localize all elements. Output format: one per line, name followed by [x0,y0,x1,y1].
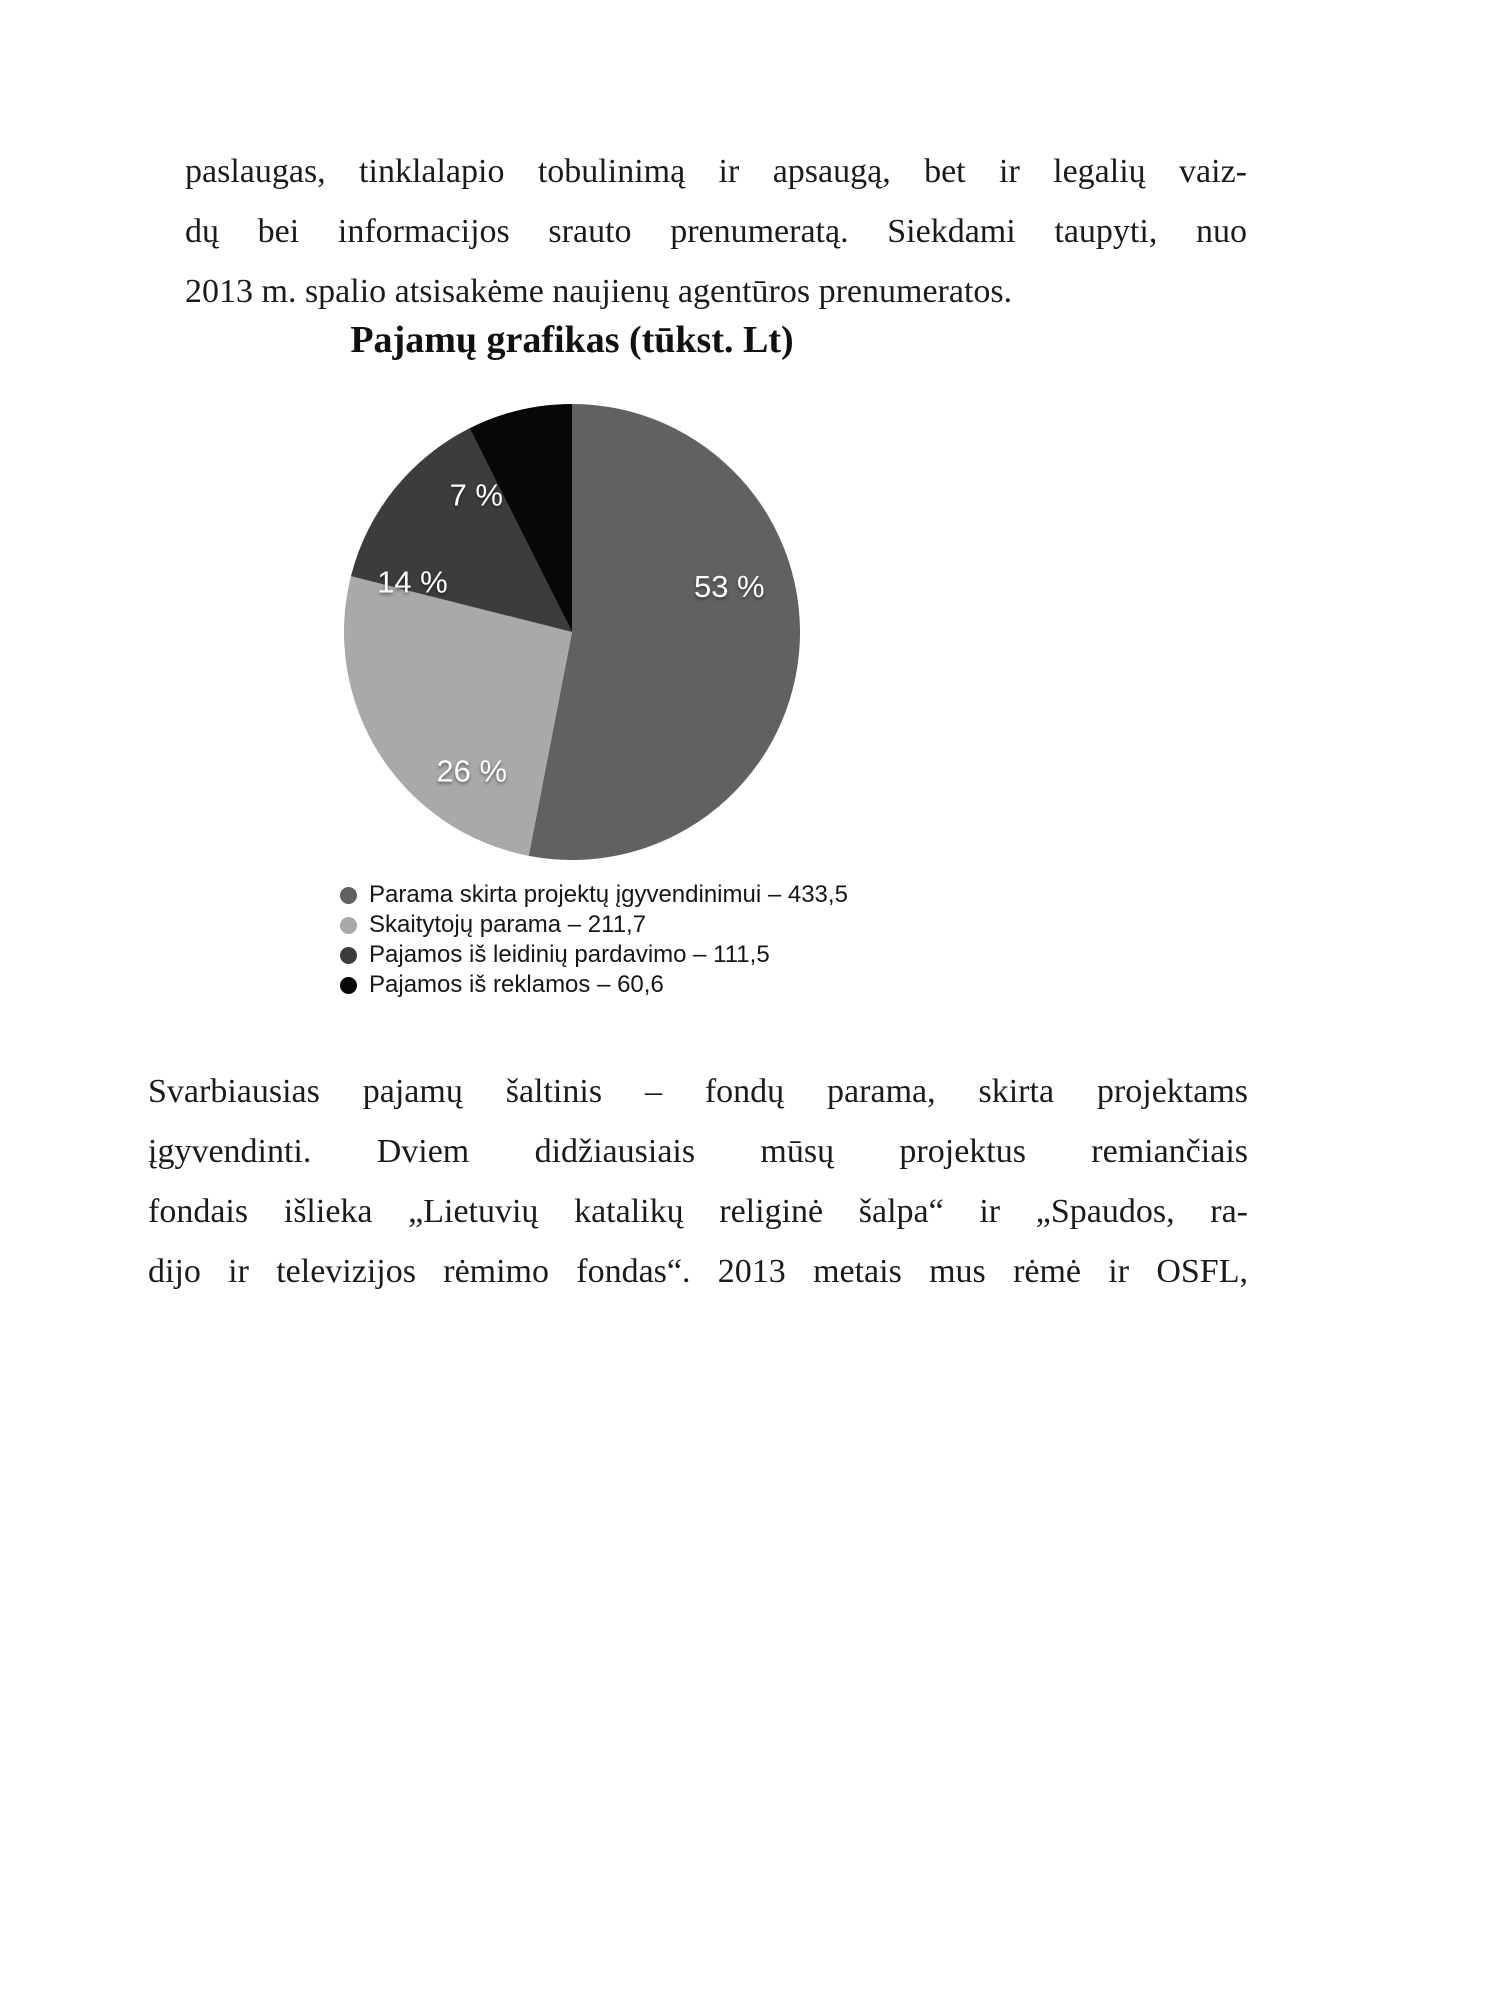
legend-label: Pajamos iš leidinių pardavimo – 111,5 [369,941,770,968]
text-line: įgyvendinti. Dviem didžiausiais mūsų projektus remiančiais [148,1133,1248,1170]
legend-item [340,970,848,1000]
legend-item [340,910,848,940]
text-line: fondais išlieka „Lietuvių katalikų religinė šalpa“ ir „Spaudos, ra- [148,1193,1248,1230]
pie-slice-label: 7 % [449,477,503,513]
legend-dot [340,977,357,994]
paragraph-top [185,142,1247,322]
legend-dot [340,887,357,904]
text-line: dų bei informacijos srauto prenumeratą. Siekdami taupyti, nuo [185,213,1247,250]
chart-title: Pajamų grafikas (tūkst. Lt) [350,319,794,361]
text-line: 2013 m. spalio atsisakėme naujienų agentūros prenumeratos. [185,273,1013,310]
legend-item [340,880,848,910]
pie-slice-label: 14 % [377,564,448,600]
legend-item [340,940,848,970]
text-line: dijo ir televizijos rėmimo fondas“. 2013 metais mus rėmė ir OSFL, [148,1253,1248,1290]
text-line: Svarbiausias pajamų šaltinis – fondų parama, skirta projektams [148,1073,1248,1110]
pie-slice-label: 26 % [436,753,508,789]
pie-slice-label: 53 % [693,568,765,604]
text-line: paslaugas, tinklalapio tobulinimą ir apsaugą, bet ir legalių vaiz- [185,153,1247,190]
chart-legend [340,880,848,1000]
legend-dot [340,917,357,934]
paragraph-bottom [148,1062,1248,1302]
legend-label: Skaitytojų parama – 211,7 [369,911,647,938]
pie-chart [342,402,802,862]
legend-label: Pajamos iš reklamos – 60,6 [369,971,664,998]
legend-dot [340,947,357,964]
legend-label: Parama skirta projektų įgyvendinimui – 433,5 [369,881,848,908]
